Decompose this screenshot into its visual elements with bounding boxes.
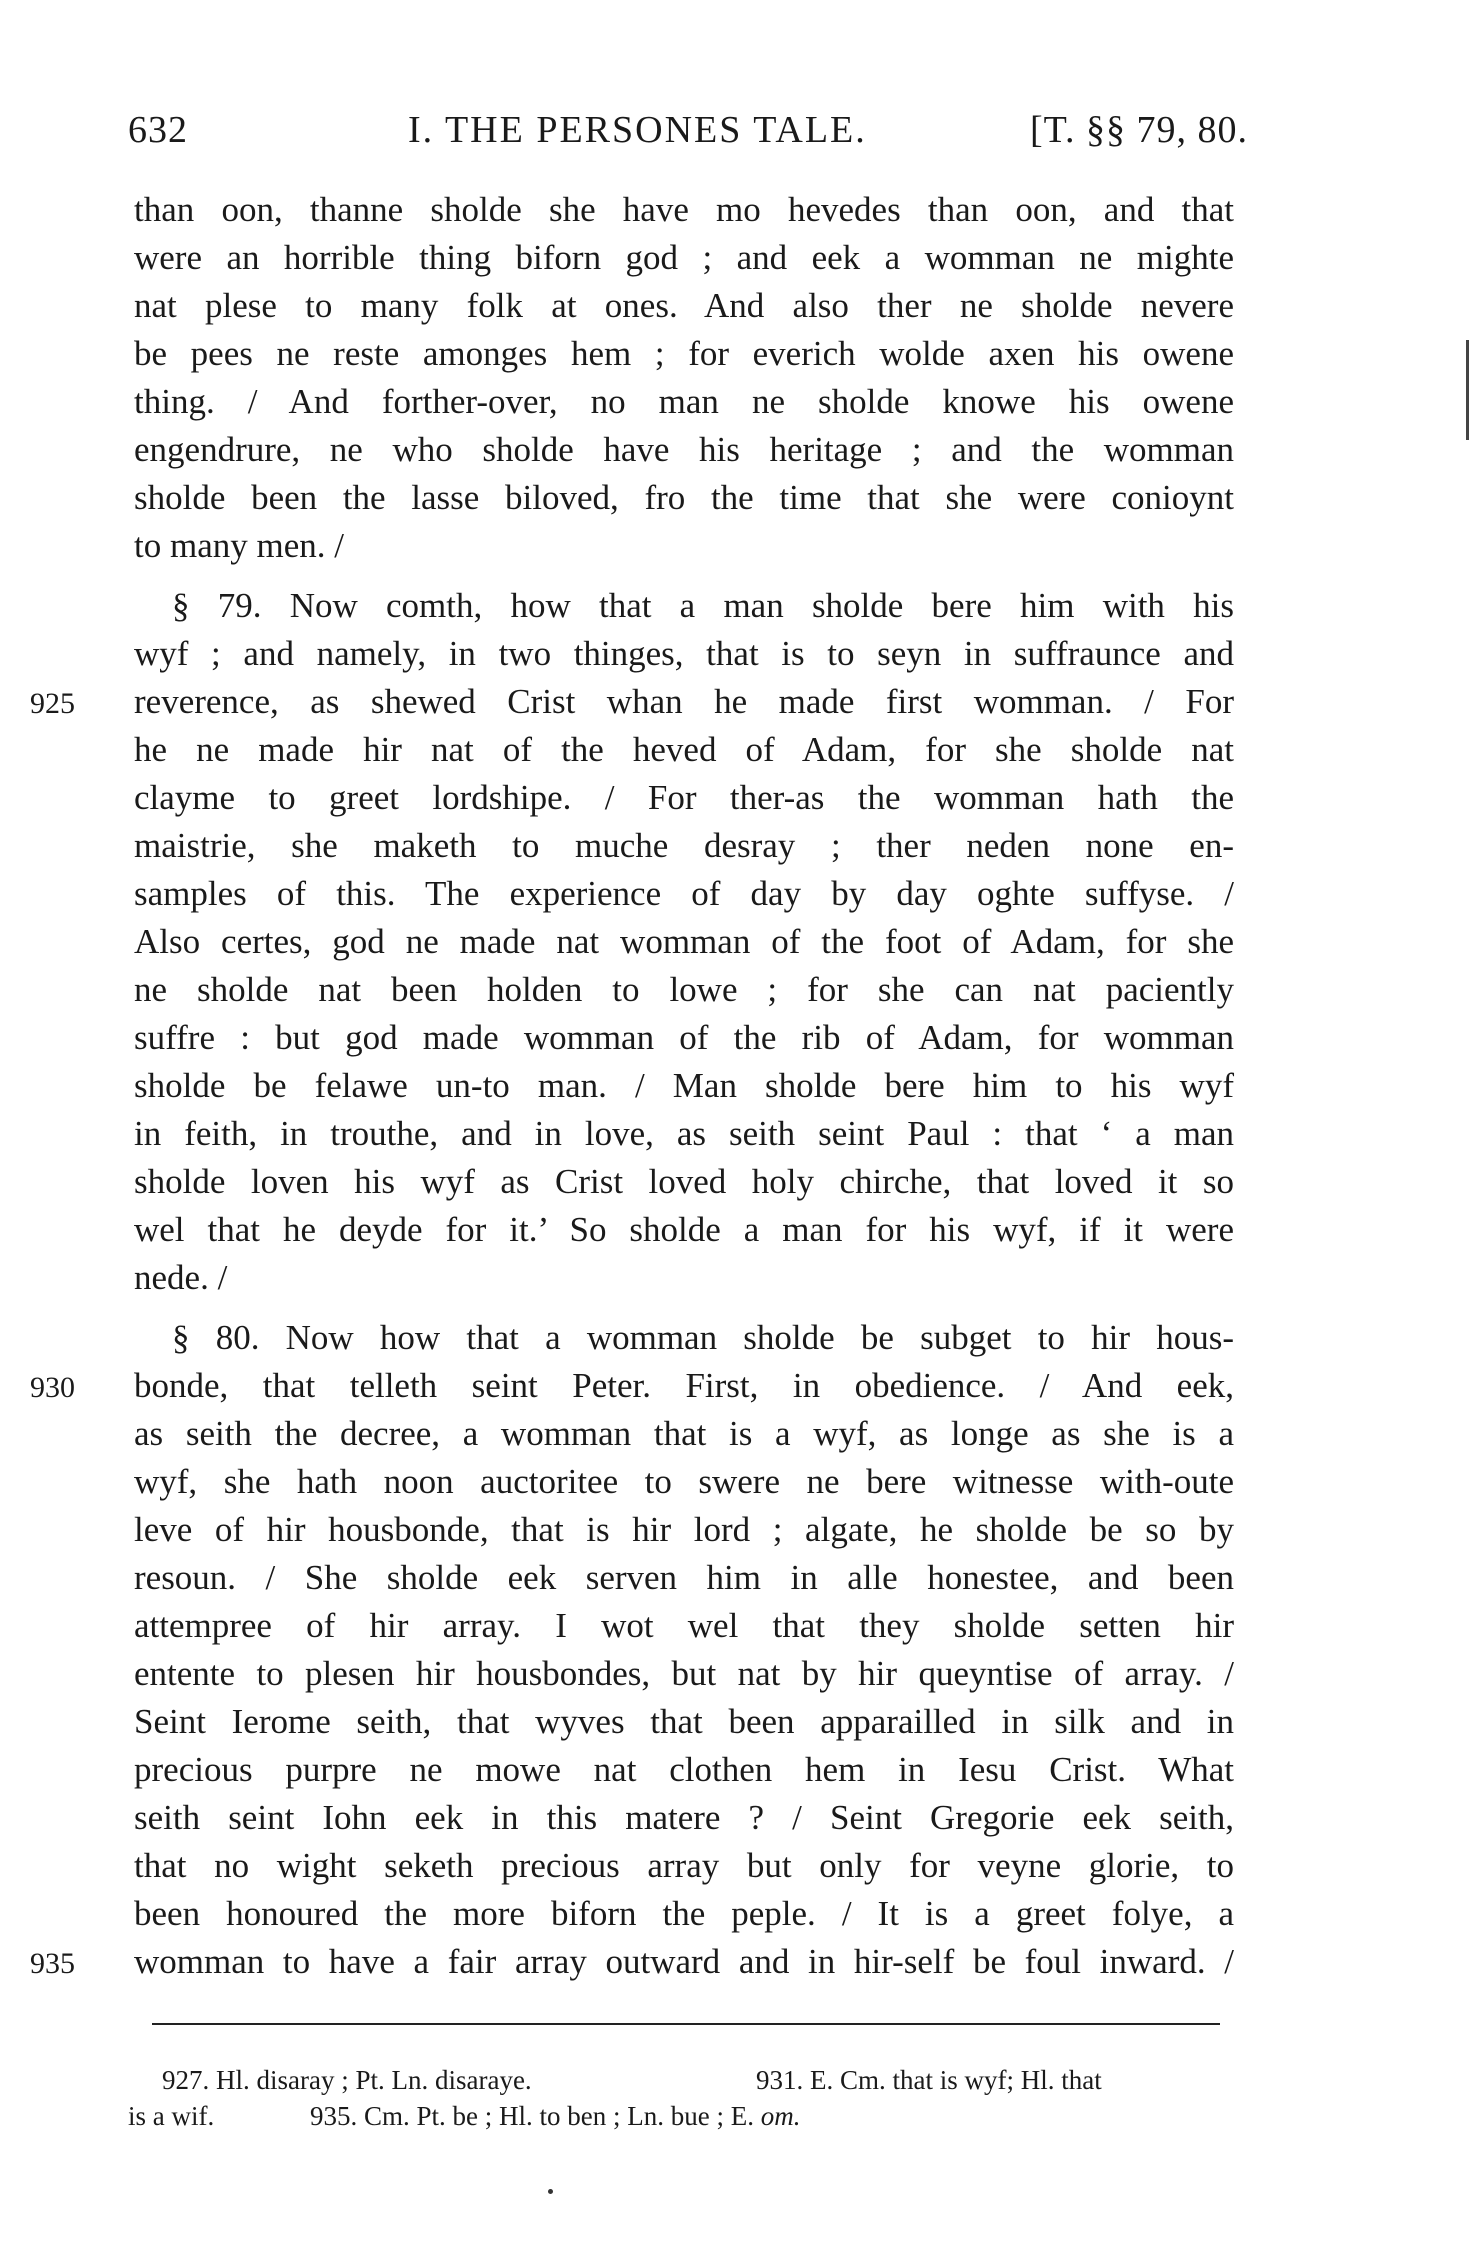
text-line: in feith, in trouthe, and in love, as seith seint Paul : that ‘ a man	[134, 1114, 1234, 1153]
text-line: engendrure, ne who sholde have his heritage ; and the womman	[134, 430, 1234, 469]
text-line: attempree of hir array. I wot wel that they sholde setten hir	[134, 1606, 1234, 1645]
text-line: leve of hir housbonde, that is hir lord ; algate, he sholde be so by	[134, 1510, 1234, 1549]
note-927: 927. Hl. disaray ; Pt. Ln. disaraye.	[162, 2065, 532, 2095]
note-935-text: 935. Cm. Pt. be ; Hl. to ben ; Ln. bue ; E.	[310, 2101, 761, 2131]
text-line: resoun. / She sholde eek serven him in alle honestee, and been	[134, 1558, 1234, 1597]
text-line: sholde been the lasse biloved, fro the time that she were conioynt	[134, 478, 1234, 517]
note-931-continued: is a wif.	[128, 2101, 215, 2131]
section-80-heading-line: § 80. Now how that a womman sholde be subget to hir hous-	[172, 1318, 1234, 1357]
text-line: wyf ; and namely, in two thinges, that is to seyn in suffraunce and	[134, 634, 1234, 673]
text-line: nede. /	[134, 1258, 228, 1297]
text-line: ne sholde nat been holden to lowe ; for she can nat paciently	[134, 970, 1234, 1009]
section-79-heading-line: § 79. Now comth, how that a man sholde bere him with his	[172, 586, 1234, 625]
line-number-930: 930	[30, 1371, 75, 1404]
line-number-925: 925	[30, 687, 75, 720]
text-line: bonde, that telleth seint Peter. First, in obedience. / And eek,	[134, 1366, 1234, 1405]
text-line: samples of this. The experience of day by day oghte suffyse. /	[134, 874, 1234, 913]
note-931: 931. E. Cm. that is wyf; Hl. that	[756, 2065, 1102, 2095]
text-line: be pees ne reste amonges hem ; for everich wolde axen his owene	[134, 334, 1234, 373]
footnote-divider	[152, 2023, 1220, 2025]
section-reference: [T. §§ 79, 80.	[1029, 109, 1248, 151]
text-line: sholde loven his wyf as Crist loved holy chirche, that loved it so	[134, 1162, 1234, 1201]
line-number-935: 935	[30, 1947, 75, 1980]
page-number: 632	[128, 109, 188, 151]
text-line: thing. / And forther-over, no man ne sholde knowe his owene	[134, 382, 1234, 421]
running-header	[128, 108, 1248, 168]
text-line: as seith the decree, a womman that is a wyf, as longe as she is a	[134, 1414, 1234, 1453]
text-line: been honoured the more biforn the peple. / It is a greet folye, a	[134, 1894, 1234, 1933]
running-title: I. THE PERSONES TALE.	[408, 109, 867, 151]
text-line: precious purpre ne mowe nat clothen hem in Iesu Crist. What	[134, 1750, 1234, 1789]
text-line: nat plese to many folk at ones. And also ther ne sholde nevere	[134, 286, 1234, 325]
text-line: entente to plesen hir housbondes, but nat by hir queyntise of array. /	[134, 1654, 1234, 1693]
text-line: reverence, as shewed Crist whan he made first womman. / For	[134, 682, 1234, 721]
text-line: Also certes, god ne made nat womman of the foot of Adam, for she	[134, 922, 1234, 961]
text-line: were an horrible thing biforn god ; and eek a womman ne mighte	[134, 238, 1234, 277]
text-line: wel that he deyde for it.’ So sholde a man for his wyf, if it were	[134, 1210, 1234, 1249]
note-935	[310, 2098, 800, 2134]
text-line: sholde be felawe un-to man. / Man sholde bere him to his wyf	[134, 1066, 1234, 1105]
text-line: womman to have a fair array outward and in hir-self be foul inward. /	[134, 1942, 1234, 1981]
text-line: to many men. /	[134, 526, 344, 565]
text-line: wyf, she hath noon auctoritee to swere ne bere witnesse with-oute	[134, 1462, 1234, 1501]
print-speck	[548, 2189, 553, 2194]
text-line: he ne made hir nat of the heved of Adam, for she sholde nat	[134, 730, 1234, 769]
text-line: seith seint Iohn eek in this matere ? / Seint Gregorie eek seith,	[134, 1798, 1234, 1837]
text-line: than oon, thanne sholde she have mo hevedes than oon, and that	[134, 190, 1234, 229]
text-line: Seint Ierome seith, that wyves that been apparailled in silk and in	[134, 1702, 1234, 1741]
margin-mark	[1466, 340, 1469, 440]
text-line: that no wight seketh precious array but only for veyne glorie, to	[134, 1846, 1234, 1885]
text-line: clayme to greet lordshipe. / For ther-as the womman hath the	[134, 778, 1234, 817]
text-line: suffre : but god made womman of the rib of Adam, for womman	[134, 1018, 1234, 1057]
text-line: maistrie, she maketh to muche desray ; ther neden none en-	[134, 826, 1234, 865]
note-935-italic: om.	[760, 2101, 801, 2131]
